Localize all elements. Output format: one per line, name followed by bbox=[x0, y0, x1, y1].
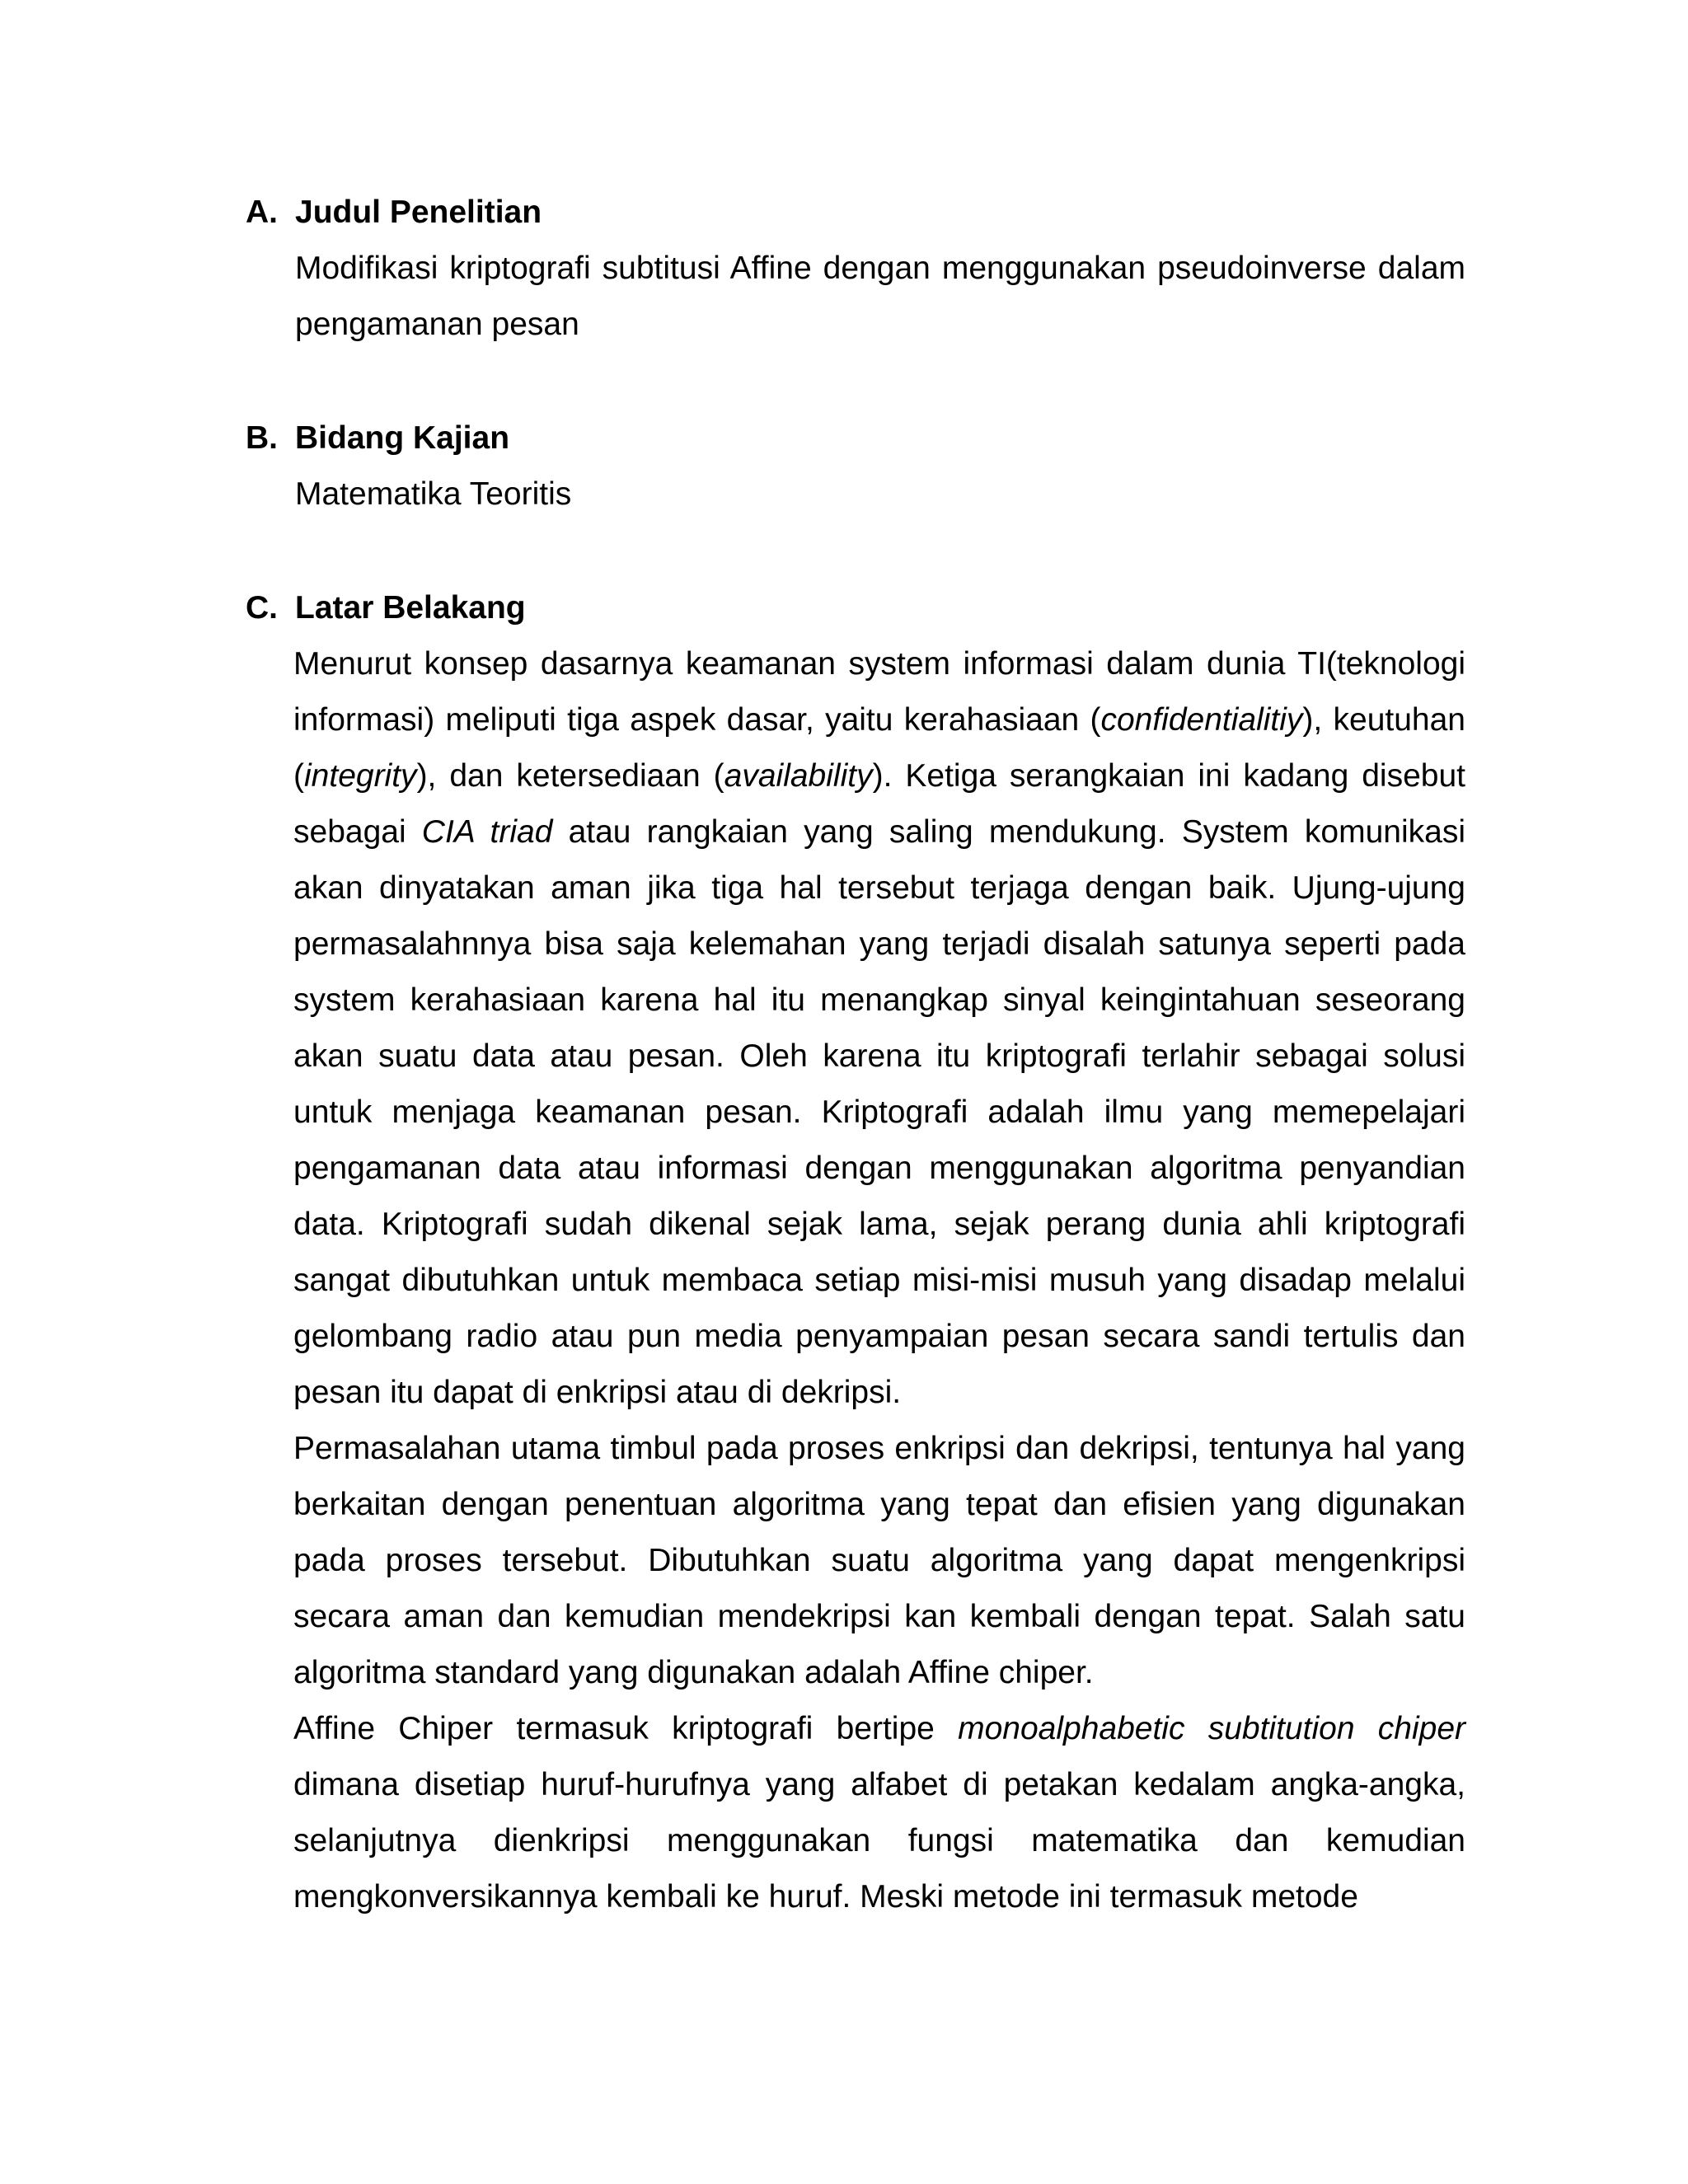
text-run: ), dan ketersediaan ( bbox=[416, 758, 724, 794]
section-heading bbox=[246, 410, 1465, 466]
section-body bbox=[295, 466, 1465, 523]
italic-term: CIA triad bbox=[421, 814, 553, 850]
section-latar-belakang bbox=[246, 580, 1465, 1925]
section-letter: A. bbox=[246, 194, 278, 230]
italic-term: confidentialitiy bbox=[1100, 702, 1303, 738]
paragraph-judul: Modifikasi kriptografi subtitusi Affine dengan menggunakan pseudoinverse dalam pengamanan pesan bbox=[295, 251, 1465, 342]
text-run: dimana disetiap huruf-hurufnya yang alfabet di petakan kedalam angka-angka, selanjutnya dienkripsi menggunakan fungsi matematika dan kemudian mengkonversikannya kembali ke huruf. Meski metode ini termasuk metode bbox=[293, 1767, 1465, 1915]
text-run: atau rangkaian yang saling mendukung. System komunikasi akan dinyatakan aman jika tiga hal tersebut terjaga dengan baik. Ujung-ujung permasalahnnya bisa saja kelemahan yang terjadi disalah satunya seperti pada system kerahasiaan karena hal itu menangkap sinyal keingintahuan seseorang akan suatu data atau pesan. Oleh karena itu kriptografi terlahir sebagai solusi untuk menjaga keamanan pesan. Kriptografi adalah ilmu yang memepelajari pengamanan data atau informasi dengan menggunakan algoritma penyandian data. Kriptografi sudah dikenal sejak lama, sejak perang dunia ahli kriptografi sangat dibutuhkan untuk membaca setiap misi-misi musuh yang disadap melalui gelombang radio atau pun media penyampaian pesan secara sandi tertulis dan pesan itu dapat di enkripsi atau di dekripsi. bbox=[293, 814, 1465, 1410]
section-title: Bidang Kajian bbox=[295, 420, 510, 456]
section-title: Judul Penelitian bbox=[295, 194, 542, 230]
text-run: Affine Chiper termasuk kriptografi bertipe bbox=[293, 1711, 959, 1746]
section-body bbox=[295, 241, 1465, 353]
italic-term: integrity bbox=[304, 758, 417, 794]
text-run: ), keutuhan ( bbox=[293, 702, 1465, 794]
section-heading bbox=[246, 580, 1465, 636]
italic-term: availability bbox=[724, 758, 873, 794]
text-run: Menurut konsep dasarnya keamanan system informasi dalam dunia TI(teknologi informasi) meliputi tiga aspek dasar, yaitu kerahasiaan ( bbox=[293, 646, 1465, 738]
paragraph-keamanan bbox=[293, 636, 1465, 1421]
paragraph-permasalahan: Permasalahan utama timbul pada proses enkripsi dan dekripsi, tentunya hal yang berkaitan dengan penentuan algoritma yang tepat dan efisien yang digunakan pada proses tersebut. Dibutuhkan suatu algoritma yang dapat mengenkripsi secara aman dan kemudian mendekripsi kan kembali dengan tepat. Salah satu algoritma standard yang digunakan adalah Affine chiper. bbox=[293, 1431, 1465, 1690]
section-bidang-kajian bbox=[246, 410, 1465, 523]
section-body bbox=[293, 636, 1465, 1925]
italic-term: monoalphabetic subtitution chiper bbox=[958, 1711, 1465, 1746]
section-letter: C. bbox=[246, 590, 278, 626]
section-judul-penelitian bbox=[246, 185, 1465, 353]
paragraph-bidang: Matematika Teoritis bbox=[295, 476, 572, 512]
text-run: ). Ketiga serangkaian ini kadang disebut sebagai bbox=[293, 758, 1466, 850]
paragraph-affine-chiper bbox=[293, 1701, 1465, 1925]
section-title: Latar Belakang bbox=[295, 590, 526, 626]
section-letter: B. bbox=[246, 420, 278, 456]
section-heading bbox=[246, 185, 1465, 241]
